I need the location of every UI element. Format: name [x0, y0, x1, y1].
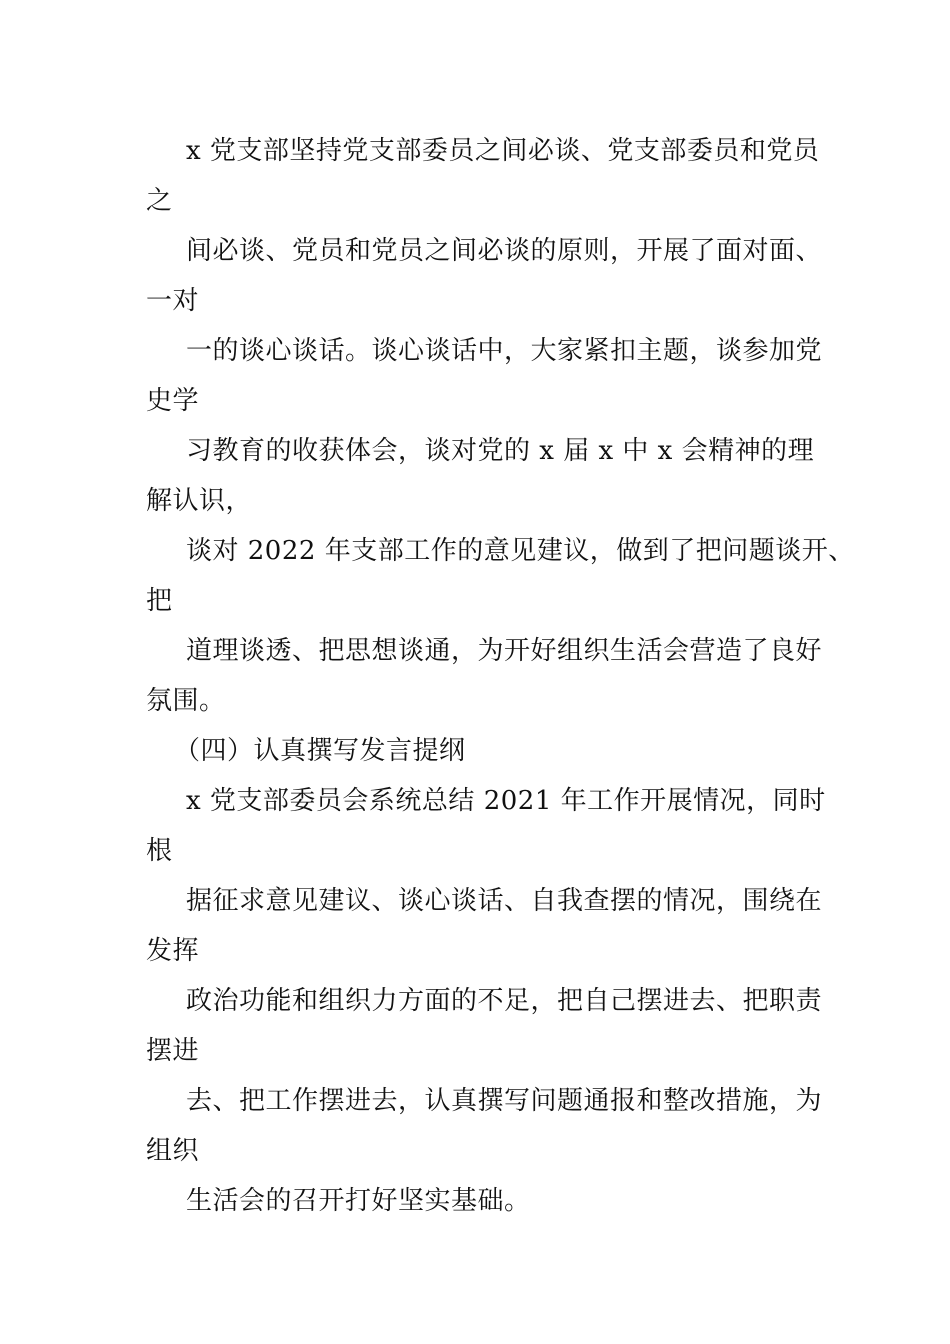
- paragraph-line: 组织: [146, 1136, 200, 1166]
- paragraph-line: 谈对 2022 年支部工作的意见建议，做到了把问题谈开、: [186, 536, 855, 566]
- section-heading: （四）认真撰写发言提纲: [174, 736, 466, 766]
- paragraph-line: 道理谈透、把思想谈通，为开好组织生活会营造了良好: [186, 636, 823, 666]
- paragraph-line: 政治功能和组织力方面的不足，把自己摆进去、把职责: [186, 986, 823, 1016]
- paragraph-line: x 党支部坚持党支部委员之间必谈、党支部委员和党员: [186, 136, 820, 166]
- paragraph-line: 把: [146, 586, 173, 616]
- paragraph-line: 发挥: [146, 936, 200, 966]
- paragraph-line: 生活会的召开打好坚实基础。: [186, 1186, 531, 1216]
- paragraph-line: 一的谈心谈话。谈心谈话中，大家紧扣主题，谈参加党: [186, 336, 823, 366]
- paragraph-line: 一对: [146, 286, 200, 316]
- paragraph-line: x 党支部委员会系统总结 2021 年工作开展情况，同时: [186, 786, 826, 816]
- paragraph-line: 习教育的收获体会，谈对党的 x 届 x 中 x 会精神的理: [186, 436, 815, 466]
- paragraph-line: 史学: [146, 386, 200, 416]
- paragraph-line: 摆进: [146, 1036, 200, 1066]
- paragraph-line: 间必谈、党员和党员之间必谈的原则，开展了面对面、: [186, 236, 823, 266]
- paragraph-line: 氛围。: [146, 686, 226, 716]
- paragraph-line: 解认识，: [146, 486, 253, 516]
- paragraph-line: 据征求意见建议、谈心谈话、自我查摆的情况，围绕在: [186, 886, 823, 916]
- paragraph-line: 根: [146, 836, 173, 866]
- paragraph-line: 去、把工作摆进去，认真撰写问题通报和整改措施，为: [186, 1086, 823, 1116]
- paragraph-line: 之: [146, 186, 173, 216]
